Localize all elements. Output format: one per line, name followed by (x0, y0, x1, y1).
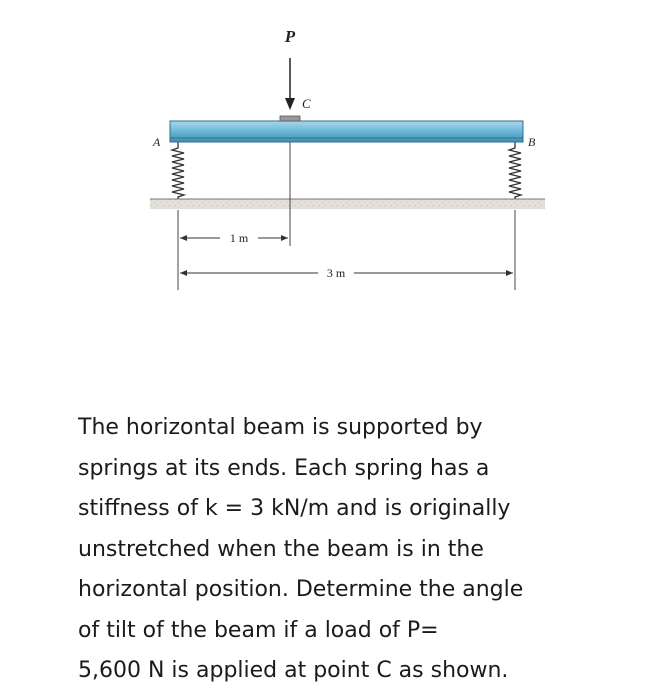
dim-arrow-short-right (281, 235, 288, 241)
ground (150, 199, 545, 209)
problem-line: unstretched when the beam is in the (78, 536, 484, 562)
point-b-label: B (528, 135, 536, 149)
spring-b (509, 142, 521, 199)
problem-line: of tilt of the beam if a load of P= (78, 617, 439, 643)
dim-arrow-long-right (506, 270, 513, 276)
problem-statement (78, 408, 638, 692)
problem-line: The horizontal beam is supported by (78, 415, 483, 440)
dim-short-label: 1 m (229, 231, 249, 245)
problem-line: stiffness of k = 3 kN/m and is originally (78, 496, 511, 521)
problem-line: horizontal position. Determine the angle (78, 577, 524, 602)
load-plate (280, 116, 300, 121)
dim-long-label: 3 m (326, 266, 346, 280)
problem-line: 5,600 N is applied at point C as shown. (78, 658, 509, 683)
spring-a (172, 142, 184, 199)
point-c-label: C (302, 96, 311, 111)
dim-arrow-long-left (180, 270, 187, 276)
load-label: P (284, 27, 296, 46)
dim-arrow-short-left (180, 235, 187, 241)
point-a-label: A (153, 135, 161, 149)
problem-line: springs at its ends. Each spring has a (78, 455, 490, 481)
load-arrow-head (285, 98, 295, 110)
beam (170, 121, 523, 142)
beam-figure (0, 0, 657, 330)
